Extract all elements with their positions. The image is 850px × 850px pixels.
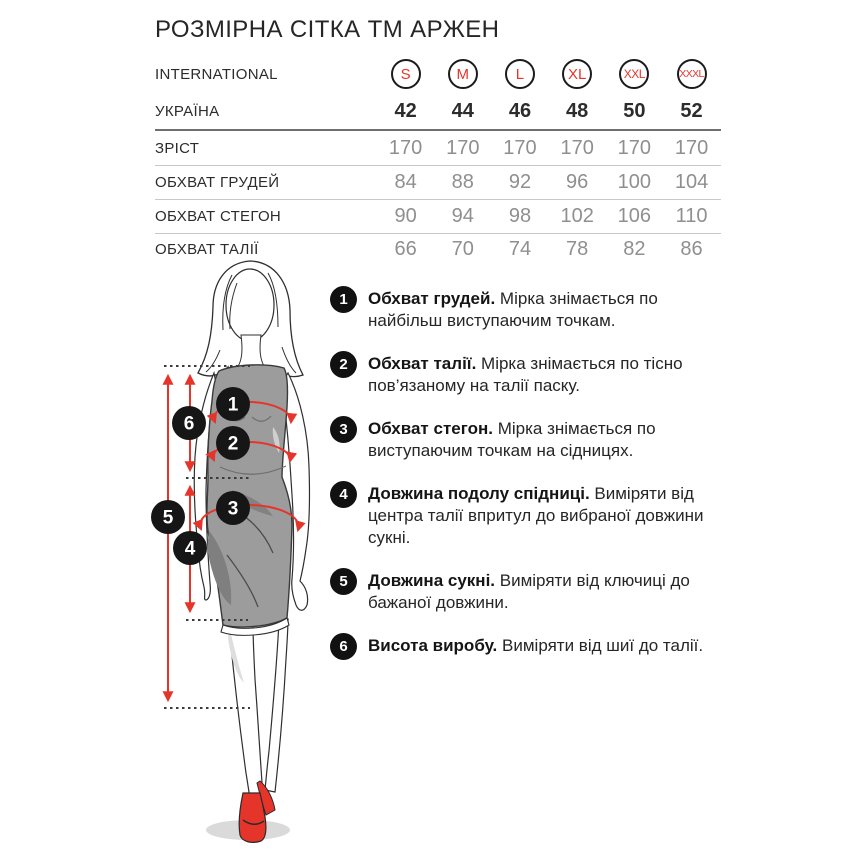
- table-row-height: ЗРІСТ 170 170 170 170 170 170: [155, 131, 721, 166]
- svg-text:5: 5: [162, 507, 174, 529]
- row-label: ОБХВАТ ТАЛІЇ: [155, 241, 259, 258]
- marker-1: [216, 387, 250, 421]
- legend-number-badge: 6: [330, 633, 357, 660]
- table-row-hips: ОБХВАТ СТЕГОН 90 94 98 102 106 110: [155, 200, 721, 234]
- legend-text: Обхват талії. Мірка знімається по тісно пов’язаному на талії паску.: [368, 354, 683, 395]
- svg-text:3: 3: [227, 498, 239, 520]
- size-badge-l: L: [505, 59, 535, 89]
- marker-3: [216, 491, 250, 525]
- size-table: [155, 55, 721, 265]
- legend-number-badge: 5: [330, 568, 357, 595]
- table-row-international: [155, 55, 721, 93]
- legend-text: Обхват грудей. Мірка знімається по найбільш виступаючим точкам.: [368, 289, 658, 330]
- marker-2: [216, 426, 250, 460]
- page-title: РОЗМІРНА СІТКА ТМ АРЖЕН: [155, 16, 500, 43]
- legend-item-6: [330, 635, 735, 660]
- legend-number-badge: 4: [330, 481, 357, 508]
- legend-text: Висота виробу. Виміряти від шиї до талії.: [368, 636, 704, 655]
- size-badge-xl: XL: [562, 59, 592, 89]
- marker-6: [172, 406, 206, 440]
- svg-text:4: 4: [184, 538, 196, 560]
- svg-text:6: 6: [183, 413, 195, 435]
- front-shoe: [239, 793, 266, 842]
- row-label: ОБХВАТ СТЕГОН: [155, 208, 282, 225]
- legend-number-badge: 1: [330, 286, 357, 313]
- woman-illustration: [140, 255, 340, 850]
- row-label: УКРАЇНА: [155, 102, 220, 120]
- size-badge-xxxl: XXXL: [677, 59, 707, 89]
- legend-item-4: [330, 483, 735, 549]
- marker-4: [173, 531, 207, 565]
- legend-number-badge: 2: [330, 351, 357, 378]
- table-row-ukraine: УКРАЇНА 42 44 46 48 50 52: [155, 93, 721, 131]
- svg-text:2: 2: [227, 433, 239, 455]
- table-row-chest: ОБХВАТ ГРУДЕЙ 84 88 92 96 100 104: [155, 166, 721, 200]
- row-label: ЗРІСТ: [155, 139, 200, 157]
- marker-5: [151, 500, 185, 534]
- row-label: ОБХВАТ ГРУДЕЙ: [155, 174, 280, 191]
- row-label: INTERNATIONAL: [155, 65, 278, 83]
- legend-text: Довжина подолу спідниці. Виміряти від центра талії впритул до вибраної довжини сукні.: [368, 484, 704, 547]
- legend-item-1: [330, 288, 735, 332]
- legend-item-3: [330, 418, 735, 462]
- legend-number-badge: 3: [330, 416, 357, 443]
- size-badge-m: M: [448, 59, 478, 89]
- measurement-figure: [140, 255, 340, 850]
- size-badge-xxl: XXL: [619, 59, 649, 89]
- legend-item-2: [330, 353, 735, 397]
- size-badge-s: S: [391, 59, 421, 89]
- legend-text: Довжина сукні. Виміряти від ключиці до бажаної довжини.: [368, 571, 690, 612]
- right-leg: [265, 619, 288, 792]
- legend-text: Обхват стегон. Мірка знімається по виступаючим точкам на сідницях.: [368, 419, 656, 460]
- svg-text:1: 1: [227, 394, 239, 416]
- legend-item-5: [330, 570, 735, 614]
- measurement-legend: [330, 288, 735, 681]
- face: [226, 269, 274, 341]
- table-row-waist: ОБХВАТ ТАЛІЇ 66 70 74 78 82 86: [155, 238, 703, 260]
